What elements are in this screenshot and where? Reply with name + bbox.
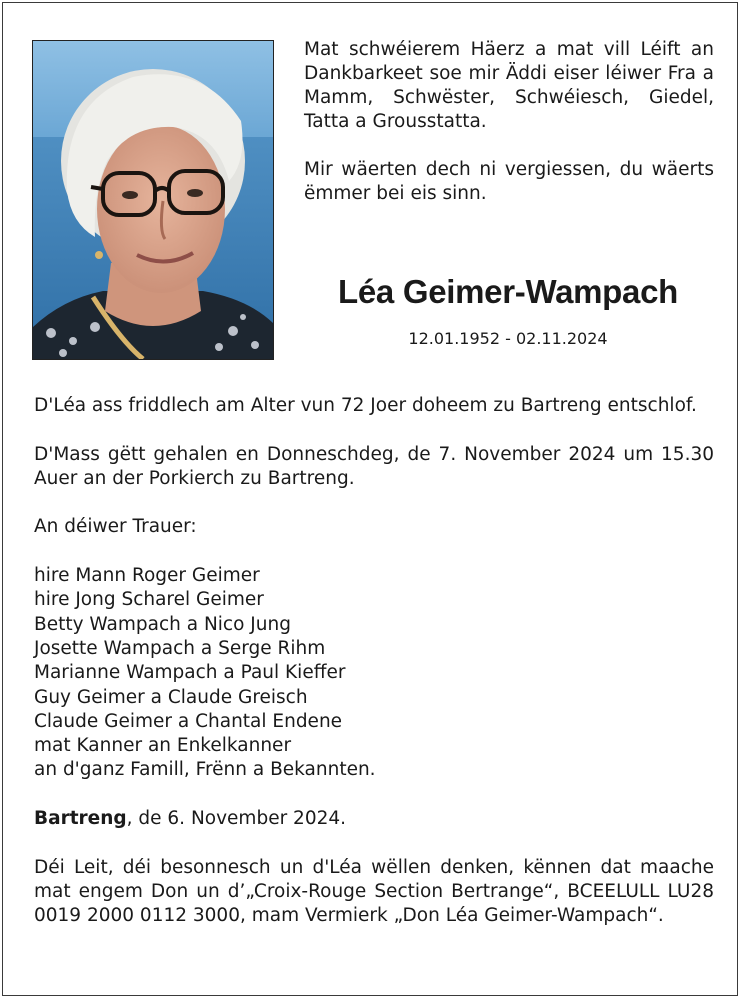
deceased-name: Léa Geimer-Wampach — [338, 273, 678, 310]
list-item: hire Jong Scharel Geimer — [34, 589, 264, 611]
list-item: Marianne Wampach a Paul Kieffer — [34, 662, 346, 684]
list-item: mat Kanner an Enkelkanner — [34, 735, 292, 757]
life-dates: 12.01.1952 - 02.11.2024 — [408, 329, 608, 348]
mass-paragraph: D'Mass gëtt gehalen en Donneschdeg, de 7. November 2024 um 15.30 Auer an der Porkierch zu Bartreng. — [34, 443, 714, 489]
list-item: hire Mann Roger Geimer — [34, 565, 260, 587]
mourners-heading: An déiwer Trauer: — [34, 516, 197, 538]
place-name: Bartreng — [34, 808, 127, 830]
date-text: , de 6. November 2024. — [126, 808, 347, 830]
portrait-photo-icon — [33, 41, 273, 359]
list-item: Betty Wampach a Nico Jung — [34, 613, 291, 635]
notice-body — [34, 394, 714, 953]
list-item: Claude Geimer a Chantal Endene — [34, 710, 343, 732]
intro-paragraph: Mat schwéierem Häerz a mat vill Léift an Dankbarkeet soe mir Äddi eiser léiwer Fra a Mamm, Schwëster, Schwéiesch, Giedel, Tatta a Grousstatta. — [304, 39, 714, 132]
mourners-list — [34, 564, 714, 783]
intro-paragraph: Mir wäerten dech ni vergiessen, du wäerts ëmmer bei eis sinn. — [304, 159, 714, 204]
donation-paragraph: Déi Leit, déi besonnesch un d'Léa wëllen denken, kënnen dat maache mat engem Don un d’„Croix-Rouge Section Bertrange“, BCEELULL LU28 0019 2000 0112 3000, mam Vermierk „Don Léa Geimer-Wampach“. — [34, 856, 714, 927]
date-line — [34, 807, 714, 831]
list-item: an d'ganz Famill, Frënn a Bekannten. — [34, 759, 376, 781]
intro-text — [304, 38, 714, 230]
list-item: Josette Wampach a Serge Rihm — [34, 637, 326, 659]
list-item: Guy Geimer a Claude Greisch — [34, 686, 308, 708]
portrait-photo — [32, 40, 274, 360]
passing-paragraph: D'Léa ass friddlech am Alter vun 72 Joer doheem zu Bartreng entschlof. — [34, 395, 697, 416]
